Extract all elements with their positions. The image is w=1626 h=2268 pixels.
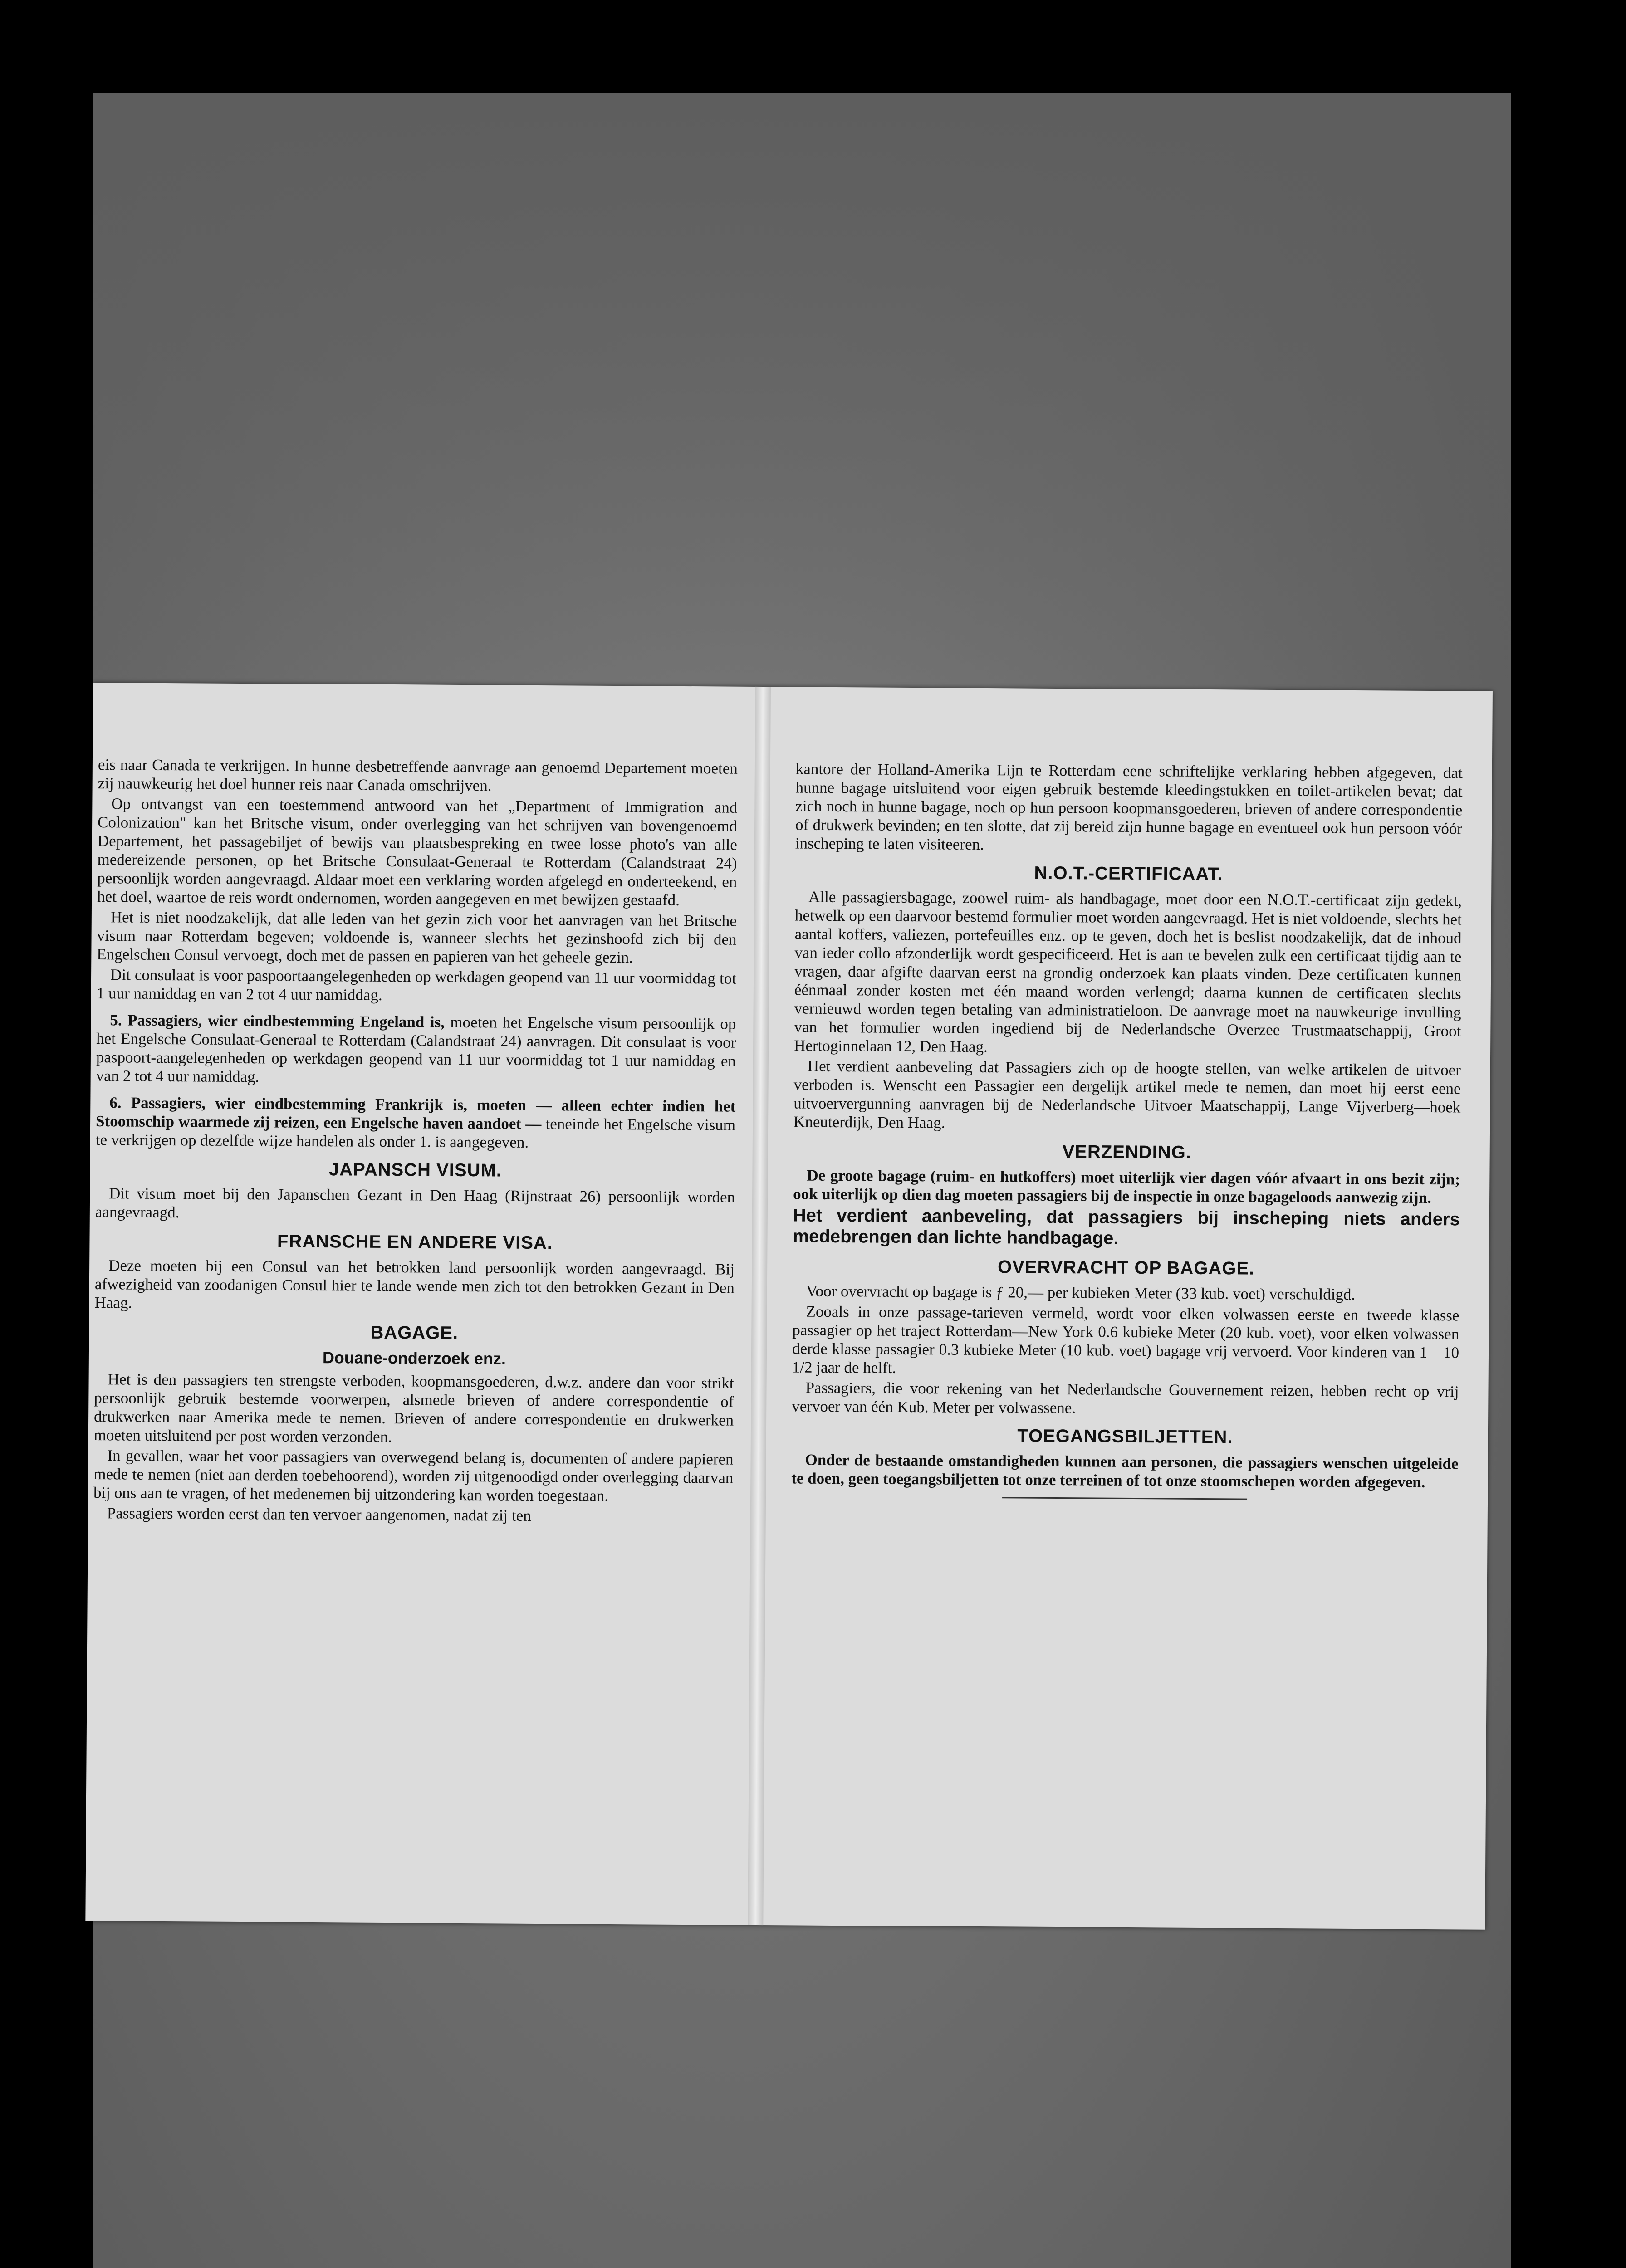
paragraph: De groote bagage (ruim- en hutkoffers) moet uiterlijk vier dagen vóór afvaart in ons bezit zijn; ook uiterlijk op dien dag moeten passagiers bij de inspectie in onze bagageloods aanwezig zijn. bbox=[793, 1166, 1460, 1207]
item-6-lead: 6. Passagiers, wier eindbestemming Frankrijk is, moeten — alleen echter indien het Stoomschip waarmede zij reizen, een Engelsche haven aandoet — bbox=[95, 1094, 736, 1133]
paragraph-emphasis: Het verdient aanbeveling, dat passagiers bij inscheping niets anders medebrengen dan lichte handbagage. bbox=[793, 1205, 1460, 1248]
right-column bbox=[791, 759, 1463, 1501]
paragraph: Deze moeten bij een Consul van het betrokken land persoonlijk worden aangevraagd. Bij afwezigheid van zoodanigen Consul hier te lande wende men zich tot den betrokken Gezant in Den Haag. bbox=[94, 1256, 735, 1312]
heading-japansch-visum: JAPANSCH VISUM. bbox=[328, 1159, 502, 1181]
item-5-lead: 5. Passagiers, wier eindbestemming Engeland is, bbox=[110, 1011, 445, 1031]
paragraph: Alle passagiersbagage, zoowel ruim- als handbagage, moet door een N.O.T.-certificaat zijn gedekt, hetwelk op een daarvoor bestemd formulier moet worden aangevraagd. Het is niet voldoende, slechts het aantal koffers, valiezen, portefeuilles enz. op te geven, doch het is beslist noodzakelijk, dat de inhoud van ieder collo afzonderlijk wordt gespecificeerd. Het is aan te bevelen zulk een certificaat tijdig aan te vragen, daar afgifte daarvan eerst na grondig onderzoek kan plaats vinden. Deze certificaten kunnen éénmaal zonder kosten met één maand worden verlengd; daarna kunnen de certificaten slechts vernieuwd worden tegen betaling van administratieloon. De aanvrage moet na nauwkeurige invulling van het formulier worden ingediend bij de Nederlandsche Overzee Trustmaatschappij, Groot Hertoginnelaan 12, Den Haag. bbox=[794, 888, 1462, 1056]
paragraph: Passagiers, die voor rekening van het Nederlandsche Gouvernement reizen, hebben recht op vrij vervoer van één Kub. Meter per volwassene. bbox=[792, 1378, 1459, 1417]
paragraph-item-5 bbox=[96, 1011, 736, 1089]
heading-verzending: VERZENDING. bbox=[1062, 1142, 1192, 1163]
paragraph: kantore der Holland-Amerika Lijn te Rotterdam eene schriftelijke verklaring hebben afgegeven, dat hunne bagage uitsluitend voor eigen gebruik bestemde kleedingstukken en toilet-artikelen bevat; dat zich noch in hunne bagage, noch op hun persoon koopmansgoederen, brieven of andere correspondentie of drukwerk bevinden; en ten slotte, dat zij bereid zijn hunne bagage en eventueel ook hun persoon vóór inscheping te laten visiteeren. bbox=[795, 760, 1463, 854]
paragraph: Dit visum moet bij den Japanschen Gezant in Den Haag (Rijnstraat 26) persoonlijk worden aangevraagd. bbox=[95, 1184, 735, 1222]
paragraph-item-6 bbox=[96, 1093, 736, 1153]
paragraph: Het is niet noodzakelijk, dat alle leden van het gezin zich voor het aanvragen van het Britsche visum naar Rotterdam begeven; voldoende is, wanneer slechts het gezinshoofd zich bij den Engelschen Consul vervoegt, doch met de passen en papieren van het geheele gezin. bbox=[97, 908, 737, 967]
paragraph: Passagiers worden eerst dan ten vervoer aangenomen, nadat zij ten bbox=[107, 1504, 531, 1525]
item-6-text: teneinde het Engelsche visum te verkrijgen op dezelfde wijze handelen als onder 1. is aangegeven. bbox=[95, 1115, 736, 1151]
heading-fransche-visa: FRANSCHE EN ANDERE VISA. bbox=[277, 1231, 553, 1253]
film-edge-right bbox=[1511, 0, 1626, 2268]
paragraph: Het verdient aanbeveling dat Passagiers zich op de hoogte stellen, van welke artikelen de uitvoer verboden is. Wenscht een Passagier een dergelijk artikel mede te nemen, dan moet hij eerst eene uitvoervergunning aanvragen bij de Nederlandsche Uitvoer Maatschappij, Lange Vijverberg—hoek Kneuterdijk, Den Haag. bbox=[793, 1057, 1461, 1132]
paragraph: Zooals in onze passage-tarieven vermeld, wordt voor elken volwassen eerste en tweede klasse passagier op het traject Rotterdam—New York 0.6 kubieke Meter (20 kub. voet), voor elken volwassen derde klasse passagier 0.3 kubieke Meter (10 kub. voet) bagage vrij vervoerd. Voor kinderen van 1—10 1/2 jaar de helft. bbox=[792, 1302, 1459, 1377]
heading-toegangsbiljetten: TOEGANGSBILJETTEN. bbox=[1017, 1426, 1233, 1447]
paragraph: In gevallen, waar het voor passagiers van overwegend belang is, documenten of andere papieren mede te nemen (niet aan derden toebehoorend), worden zij uitgenoodigd onder overlegging daarvan bij ons aan te vragen, of het medenemen bij uitzondering kan worden toegestaan. bbox=[93, 1447, 734, 1505]
paragraph: Onder de bestaande omstandigheden kunnen aan personen, die passagiers wenschen uitgeleide te doen, geen toegangsbiljetten tot onze terreinen of tot onze stoomschepen worden afgegeven. bbox=[791, 1451, 1459, 1491]
paragraph: Voor overvracht op bagage is ƒ 20,— per kubieken Meter (33 kub. voet) verschuldigd. bbox=[806, 1282, 1356, 1304]
subheading-douane: Douane-onderzoek enz. bbox=[322, 1348, 506, 1368]
paragraph: Op ontvangst van een toestemmend antwoord van het „Department of Immigration and Colonization" kan het Britsche visum, onder overlegging van het schrijven van bovengenoemd Departement, het passagebiljet of bewijs van plaatsbespreking en twee losse photo's van alle medereizende personen, op het Britsche Consulaat-Generaal te Rotterdam (Calandstraat 24) persoonlijk worden aangevraagd. Aldaar moet een verklaring worden afgelegd en onderteekend, en het doel, waartoe de reis wordt ondernomen, worden aangegeven en met bewijzen gestaafd. bbox=[97, 795, 738, 909]
item-5-text: moeten het Engelsche visum persoonlijk op het Engelsche Consulaat-Generaal te Rotterdam (Calandstraat 24) aanvragen. Dit consulaat is voor paspoort-aangelegenheden op werkdagen geopend van 11 uur voormiddag tot 1 uur namiddag en van 2 tot 4 uur namiddag. bbox=[96, 1013, 736, 1086]
page-fold bbox=[748, 687, 771, 1925]
paragraph: Het is den passagiers ten strengste verboden, koopmansgoederen, d.w.z. andere dan voor strikt persoonlijk gebruik bestemde voorwerpen, alsmede brieven of andere correspondentie of drukwerken naar Amerika mede te nemen. Brieven of andere correspondentie en drukwerken moeten uitsluitend per post worden verzonden. bbox=[93, 1370, 734, 1446]
document-sheet bbox=[85, 683, 1493, 1930]
closing-rule bbox=[1002, 1497, 1247, 1500]
microfilm-shade bbox=[93, 93, 1511, 683]
heading-not-certificaat: N.O.T.-CERTIFICAAT. bbox=[1034, 863, 1223, 885]
film-edge-left bbox=[0, 0, 93, 2268]
heading-overvracht: OVERVRACHT OP BAGAGE. bbox=[997, 1257, 1255, 1279]
paragraph: eis naar Canada te verkrijgen. In hunne desbetreffende aanvrage aan genoemd Departement moeten zij nauwkeurig het doel hunner reis naar Canada omschrijven. bbox=[98, 756, 738, 795]
left-column bbox=[88, 755, 738, 1528]
paragraph: Dit consulaat is voor paspoortaangelegenheden op werkdagen geopend van 11 uur voormiddag tot 1 uur namiddag en van 2 tot 4 uur namiddag. bbox=[96, 966, 737, 1004]
heading-bagage: BAGAGE. bbox=[370, 1322, 459, 1343]
